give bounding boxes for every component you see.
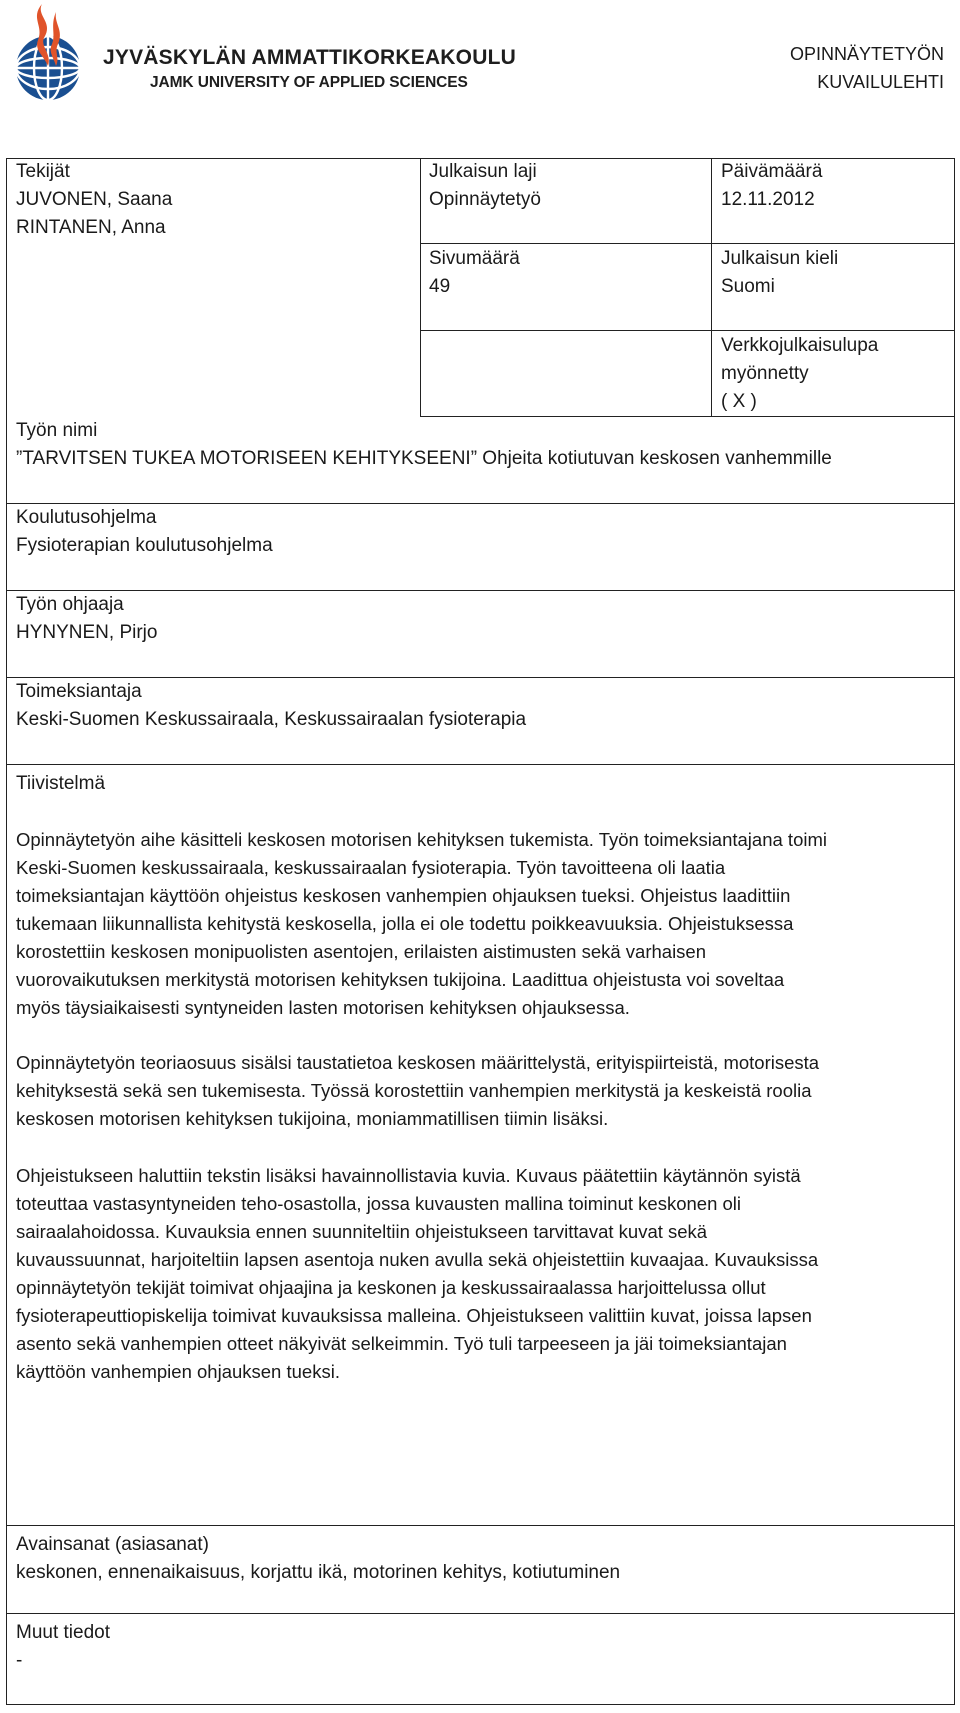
other-info-value: - [16, 1650, 23, 1671]
program-label: Koulutusohjelma [16, 507, 157, 528]
date-label: Päivämäärä [721, 161, 823, 182]
abstract-line: tukemaan liikunnallista kehitystä keskosella, jolla ei ole todettu poikkeavuuksia. Ohjeistuksessa [16, 913, 794, 934]
keywords-label: Avainsanat (asiasanat) [16, 1534, 209, 1555]
abstract-line: kehityksestä sekä sen tukemisesta. Työssä korostettiin vanhempien merkitystä ja keskeistä roolia [16, 1080, 812, 1101]
pages-label: Sivumäärä [429, 248, 520, 269]
supervisor-cell [16, 591, 157, 647]
divider-v2 [711, 158, 712, 416]
border-left [6, 158, 7, 1705]
abstract-line: vuorovaikutuksen merkitystä motorisen kehityksen tukijoina. Laadittua ohjeistusta voi soveltaa [16, 969, 785, 990]
abstract-line: myös täysiaikaisesti syntyneiden lasten motorisen kehityksen ohjauksessa. [16, 997, 630, 1018]
abstract-paragraph-3 [16, 1162, 956, 1386]
abstract-paragraph-1 [16, 826, 956, 1022]
online-permission-cell [721, 332, 878, 416]
pages-cell [429, 245, 520, 301]
divider-h2 [420, 330, 955, 331]
abstract-line: Ohjeistukseen haluttiin tekstin lisäksi havainnollistavia kuvia. Kuvaus päätettiin käytännön syistä [16, 1165, 801, 1186]
abstract-line: opinnäytetyön tekijät toimivat ohjaajina ja keskonen ja keskussairaalassa harjoittelussa ollut [16, 1277, 766, 1298]
abstract-line: keskosen motorisen kehityksen tukijoina, moniammatillisen tiimin lisäksi. [16, 1108, 609, 1129]
pubtype-cell [429, 158, 541, 214]
client-label: Toimeksiantaja [16, 681, 142, 702]
abstract-line: Opinnäytetyön aihe käsitteli keskosen motorisen kehityksen tukemista. Työn toimeksiantajana toimi [16, 829, 827, 850]
pubtype-label: Julkaisun laji [429, 161, 537, 182]
date-cell [721, 158, 822, 214]
title-cell [16, 417, 946, 473]
client-cell [16, 678, 526, 734]
abstract-line: Keski-Suomen keskussairaala, keskussairaalan fysioterapia. Työn tavoitteena oli laatia [16, 857, 726, 878]
abstract-line: käyttöön vanhempien ohjauksen tueksi. [16, 1361, 340, 1382]
divider-h1 [420, 243, 955, 244]
keywords-value: keskonen, ennenaikaisuus, korjattu ikä, motorinen kehitys, kotiutuminen [16, 1562, 621, 1583]
divider-v1 [420, 158, 421, 416]
title-value: ”TARVITSEN TUKEA MOTORISEEN KEHITYKSEENI” Ohjeita kotiutuvan keskosen vanhemmille [16, 448, 832, 469]
online-permission-label-2: myönnetty [721, 363, 809, 384]
online-permission-value: ( X ) [721, 391, 757, 412]
online-permission-label-1: Verkkojulkaisulupa [721, 335, 879, 356]
author-2: RINTANEN, Anna [16, 217, 166, 238]
jamk-logo [8, 2, 528, 108]
document-type-line-2: KUVAILULEHTI [817, 72, 944, 92]
program-cell [16, 504, 273, 560]
divider-abstract [6, 1525, 955, 1526]
supervisor-label: Työn ohjaaja [16, 594, 124, 615]
pubtype-value: Opinnäytetyö [429, 189, 541, 210]
abstract-line: Opinnäytetyön teoriaosuus sisälsi taustatietoa keskosen määrittelystä, erityispiirteistä, motorisesta [16, 1052, 820, 1073]
other-info-cell [16, 1619, 110, 1675]
abstract-line: fysioterapeuttiopiskelija toimivat kuvauksissa malleina. Ohjeistukseen valittiin kuvat, joissa lapsen [16, 1305, 812, 1326]
logo-line-2: JAMK UNIVERSITY OF APPLIED SCIENCES [150, 74, 468, 91]
program-value: Fysioterapian koulutusohjelma [16, 535, 273, 556]
divider-client [6, 764, 955, 765]
abstract-line: kuvaussuunnat, harjoiteltiin lapsen asentoja nuken avulla sekä ohjeistettiin kuvaajaa. Kuvauksissa [16, 1249, 819, 1270]
jamk-emblem-icon [8, 2, 94, 106]
abstract-label-cell [16, 770, 105, 798]
authors-label: Tekijät [16, 161, 70, 182]
abstract-line: toteuttaa vastasyntyneiden teho-osastolla, jossa kuvausten mallina toiminut keskonen oli [16, 1193, 742, 1214]
document-type [790, 40, 944, 96]
abstract-paragraph-2 [16, 1049, 956, 1133]
abstract-label: Tiivistelmä [16, 773, 106, 794]
abstract-line: asento sekä vanhempien otteet näkyivät selkeimmin. Työ tuli tarpeeseen ja jäi toimeksiantajan [16, 1333, 787, 1354]
date-value: 12.11.2012 [721, 189, 815, 210]
border-bottom [6, 1704, 955, 1705]
client-value: Keski-Suomen Keskussairaala, Keskussairaalan fysioterapia [16, 709, 527, 730]
keywords-cell [16, 1531, 620, 1587]
authors-cell [16, 158, 172, 242]
divider-keywords [6, 1613, 955, 1614]
language-cell [721, 245, 838, 301]
other-info-label: Muut tiedot [16, 1622, 110, 1643]
pages-value: 49 [429, 276, 451, 297]
abstract-line: toimeksiantajan käyttöön ohjeistus keskosen vanhempien ohjauksen tueksi. Ohjeistus laadittiin [16, 885, 791, 906]
language-label: Julkaisun kieli [721, 248, 839, 269]
document-type-line-1: OPINNÄYTETYÖN [789, 44, 944, 64]
abstract-line: korostettiin keskosen monipuolisten asentojen, erilaisten aistimusten sekä varhaisen [16, 941, 707, 962]
logo-line-1: JYVÄSKYLÄN AMMATTIKORKEAKOULU [103, 46, 516, 69]
language-value: Suomi [721, 276, 775, 297]
title-label: Työn nimi [16, 420, 98, 441]
supervisor-value: HYNYNEN, Pirjo [16, 622, 158, 643]
author-1: JUVONEN, Saana [16, 189, 173, 210]
abstract-line: sairaalahoidossa. Kuvauksia ennen suunniteltiin ohjeistukseen tarvittavat kuvat sekä [16, 1221, 708, 1242]
